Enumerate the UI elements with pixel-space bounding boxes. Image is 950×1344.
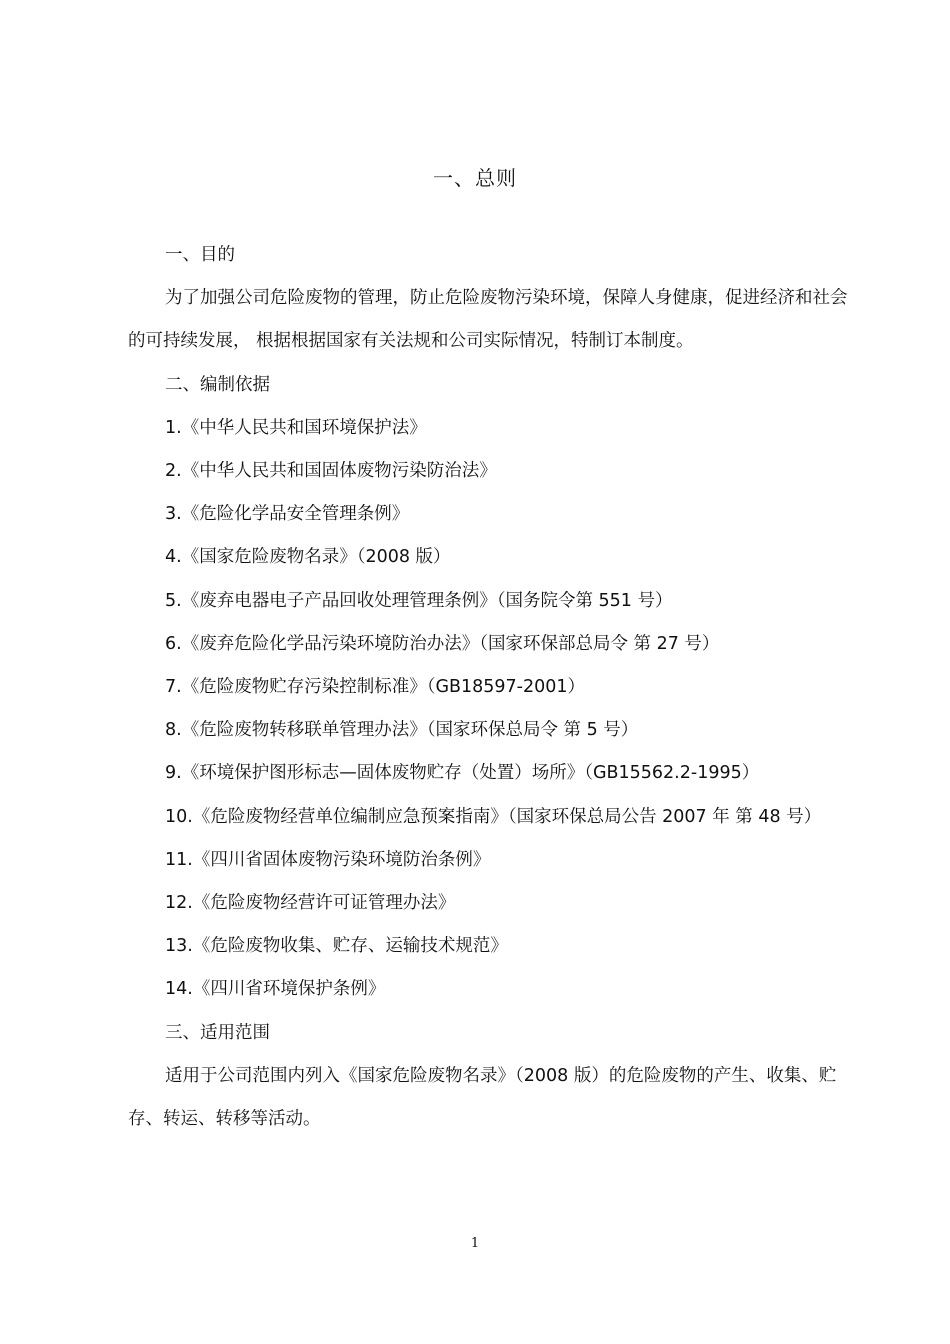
list-item: 1.《中华人民共和国环境保护法》 [165, 417, 427, 438]
page-number: 1 [470, 1236, 480, 1251]
list-item: 3.《危险化学品安全管理条例》 [165, 504, 410, 525]
list-item: 9.《环境保护图形标志—固体废物贮存（处置）场所》（GB15562.2-1995） [165, 763, 760, 784]
list-item: 7.《危险废物贮存污染控制标准》（GB18597-2001） [165, 677, 586, 698]
list-item: 2.《中华人民共和国固体废物污染防治法》 [165, 461, 497, 482]
heading-purpose: 一、目的 [165, 245, 235, 265]
heading-scope: 三、适用范围 [165, 1022, 270, 1043]
document-body [128, 234, 848, 1141]
heading-basis: 二、编制依据 [165, 374, 270, 395]
list-item: 13.《危险废物收集、贮存、运输技术规范》 [165, 936, 508, 957]
paragraph-purpose: 为了加强公司危险废物的管理，防止危险废物污染环境，保障人身健康，促进经济和社会的可持续发展， 根据根据国家有关法规和公司实际情况，特制订本制度。 [128, 288, 848, 352]
list-item: 6.《废弃危险化学品污染环境防治办法》（国家环保部总局令 第 27 号） [165, 633, 720, 654]
section-title: 一、总则 [433, 166, 517, 190]
list-item: 8.《危险废物转移联单管理办法》（国家环保总局令 第 5 号） [165, 720, 639, 741]
list-item: 10.《危险废物经营单位编制应急预案指南》（国家环保总局公告 2007 年 第 48 号） [165, 806, 822, 827]
paragraph-scope: 适用于公司范围内列入《国家危险废物名录》（2008 版）的危险废物的产生、收集、贮存、转运、转移等活动。 [128, 1065, 837, 1130]
list-item: 14.《四川省环境保护条例》 [165, 979, 386, 1000]
list-item: 5.《废弃电器电子产品回收处理管理条例》（国务院令第 551 号） [165, 590, 673, 611]
list-item: 11.《四川省固体废物污染环境防治条例》 [165, 849, 491, 870]
list-item: 4.《国家危险废物名录》（2008 版） [165, 547, 451, 568]
list-item: 12.《危险废物经营许可证管理办法》 [165, 893, 456, 914]
